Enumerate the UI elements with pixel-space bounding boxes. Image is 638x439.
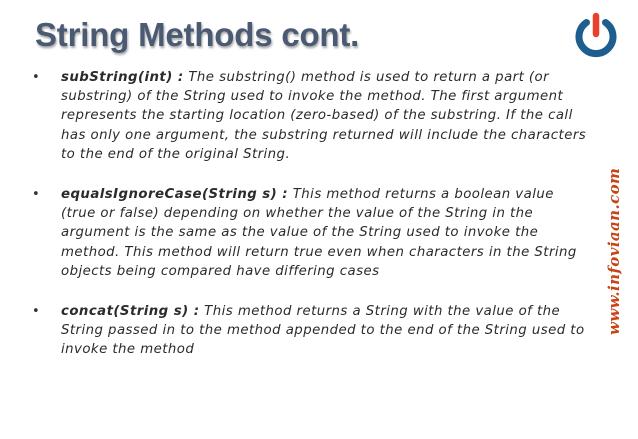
website-watermark: www.infoviaan.com	[605, 167, 623, 335]
list-item	[30, 68, 590, 164]
method-name: equalsIgnoreCase(String s) :	[61, 187, 289, 203]
method-description: The substring() method is used to return a part (or substring) of the String used to invoke the method. The first argument represents the starting location (zero-based) of the substring. If the call has only one argument, the substring returned will include the characters to the end of the original String.	[61, 70, 587, 162]
method-description: This method returns a String with the value of the String passed in to the method appended to the end of the String used to invoke the method	[61, 304, 585, 358]
bullet-marker: •	[32, 304, 41, 320]
method-description: This method returns a boolean value (true or false) depending on whether the value of the String in the argument is the same as the value of the String used to invoke the method. This method will return true even when characters in the String objects being compared have differing cases	[61, 187, 577, 279]
bullet-list	[30, 68, 590, 381]
method-name: subString(int) :	[61, 70, 184, 85]
method-name: concat(String s) :	[61, 304, 200, 320]
bullet-marker: •	[32, 70, 41, 85]
bullet-marker: •	[32, 187, 41, 203]
list-item	[30, 302, 590, 360]
list-item	[30, 185, 590, 281]
power-icon	[571, 10, 621, 60]
page-title: String Methods cont.	[35, 16, 360, 53]
